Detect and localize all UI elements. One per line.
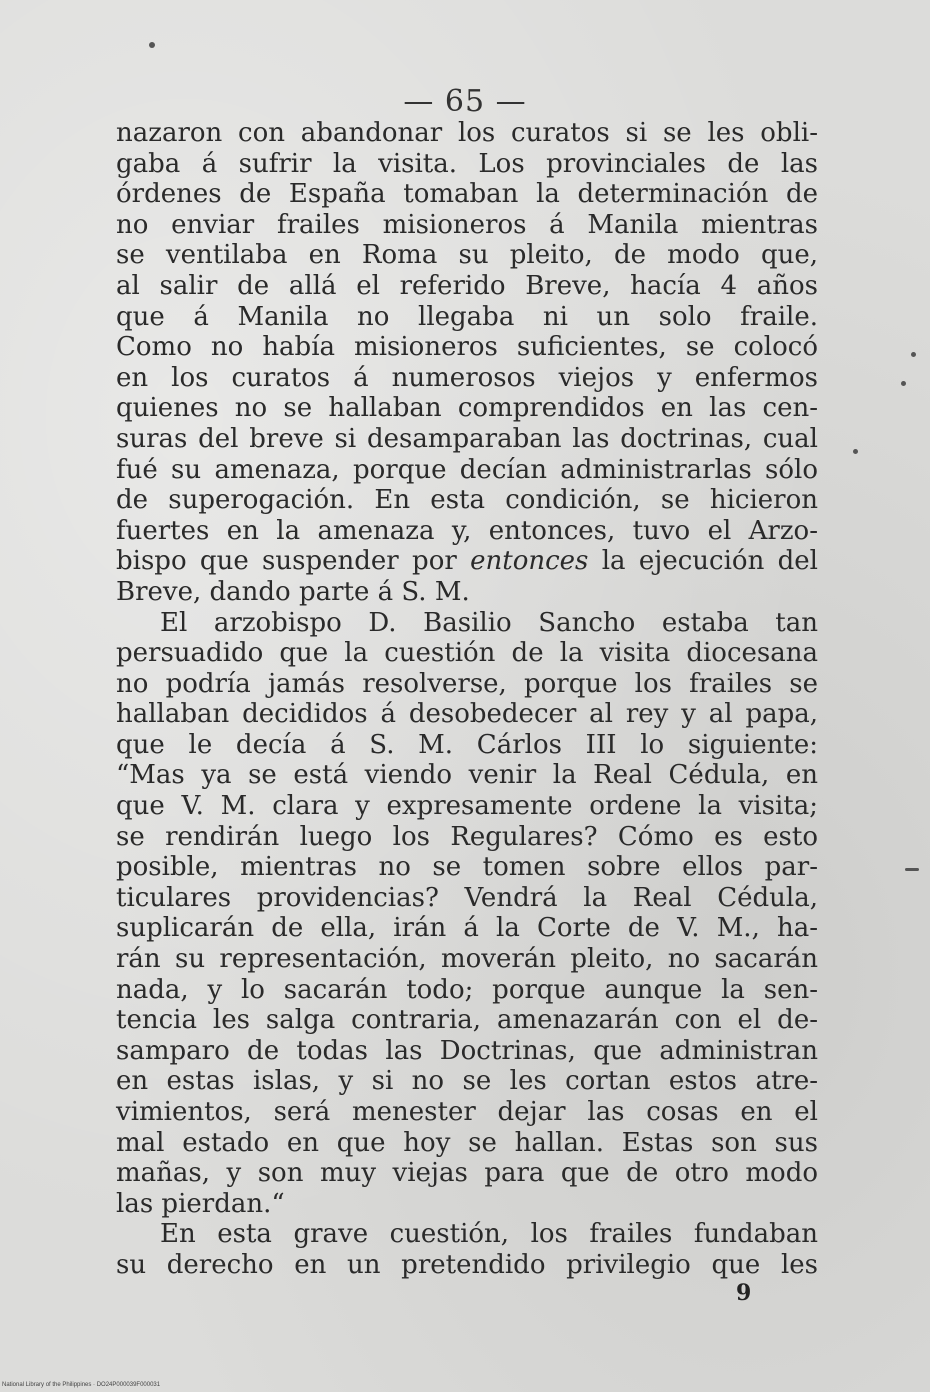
text-line: El arzobispo D. Basilio Sancho estaba tan bbox=[160, 607, 818, 638]
paper-speck bbox=[911, 352, 916, 357]
footer-credit: National Library of the Philippines · DO24P000039F000031 bbox=[2, 1382, 161, 1388]
text-line: no podría jamás resolverse, porque los frailes se bbox=[116, 668, 818, 699]
text-line: de superogación. En esta condición, se hicieron bbox=[116, 485, 818, 516]
text-line: “Mas ya se está viendo venir la Real Cédula, en bbox=[116, 760, 818, 791]
text-line: en los curatos á numerosos viejos y enfermos bbox=[116, 362, 818, 393]
page-number: — 65 — bbox=[403, 84, 527, 119]
paper-speck bbox=[901, 381, 906, 386]
body-text bbox=[116, 118, 818, 1281]
text-line: suras del breve si desamparaban las doctrinas, cual bbox=[116, 423, 818, 454]
text-line: samparo de todas las Doctrinas, que administran bbox=[116, 1035, 818, 1066]
text-line: Como no había misioneros suficientes, se colocó bbox=[116, 332, 818, 363]
text-line: rán su representación, moverán pleito, no sacarán bbox=[116, 944, 818, 975]
text-line: su derecho en un pretendido privilegio que les bbox=[116, 1249, 818, 1280]
text-line: se ventilaba en Roma su pleito, de modo que, bbox=[116, 240, 818, 271]
text-line: no enviar frailes misioneros á Manila mientras bbox=[116, 209, 818, 240]
text-line: En esta grave cuestión, los frailes fundaban bbox=[160, 1219, 818, 1250]
text-line: al salir de allá el referido Breve, hacía 4 años bbox=[116, 270, 818, 301]
text-line: hallaban decididos á desobedecer al rey y al papa, bbox=[116, 699, 818, 730]
text-line: nazaron con abandonar los curatos si se les obli- bbox=[116, 118, 818, 148]
text-line: Breve, dando parte á S. M. bbox=[116, 576, 470, 607]
text-line: gaba á sufrir la visita. Los provinciales de las bbox=[116, 148, 818, 179]
text-line: fuertes en la amenaza y, entonces, tuvo el Arzo- bbox=[116, 515, 818, 546]
text-line: órdenes de España tomaban la determinación de bbox=[116, 179, 818, 210]
text-line: vimientos, será menester dejar las cosas en el bbox=[116, 1097, 818, 1127]
text-line: que á Manila no llegaba ni un solo fraile. bbox=[116, 301, 818, 332]
paper-speck bbox=[905, 868, 919, 871]
text-line: que le decía á S. M. Cárlos III lo siguiente: bbox=[116, 729, 818, 760]
text-line: tencia les salga contraria, amenazarán con el de- bbox=[116, 1005, 818, 1036]
text-line: quienes no se hallaban comprendidos en las cen- bbox=[116, 393, 818, 424]
text-line: mal estado en que hoy se hallan. Estas son sus bbox=[116, 1127, 818, 1158]
paper-speck bbox=[853, 449, 858, 454]
text-line: suplicarán de ella, irán á la Corte de V. M., ha- bbox=[116, 913, 818, 944]
text-line: mañas, y son muy viejas para que de otro modo bbox=[116, 1158, 818, 1189]
text-line: las pierdan.“ bbox=[116, 1188, 285, 1219]
text-line: que V. M. clara y expresamente ordene la visita; bbox=[116, 791, 818, 822]
text-line: fué su amenaza, porque decían administrarlas sólo bbox=[116, 454, 818, 485]
text-line: ticulares providencias? Vendrá la Real Cédula, bbox=[116, 882, 818, 913]
paper-speck bbox=[149, 42, 155, 48]
text-line: persuadido que la cuestión de la visita diocesana bbox=[116, 638, 818, 669]
text-line: nada, y lo sacarán todo; porque aunque la sen- bbox=[116, 974, 818, 1005]
text-line: se rendirán luego los Regulares? Cómo es esto bbox=[116, 821, 818, 852]
text-line: bispo que suspender por entonces la ejecución del bbox=[116, 546, 819, 577]
text-line: posible, mientras no se tomen sobre ellos par- bbox=[116, 852, 818, 883]
text-line: en estas islas, y si no se les cortan estos atre- bbox=[116, 1066, 818, 1097]
signature-mark: 9 bbox=[736, 1280, 752, 1306]
